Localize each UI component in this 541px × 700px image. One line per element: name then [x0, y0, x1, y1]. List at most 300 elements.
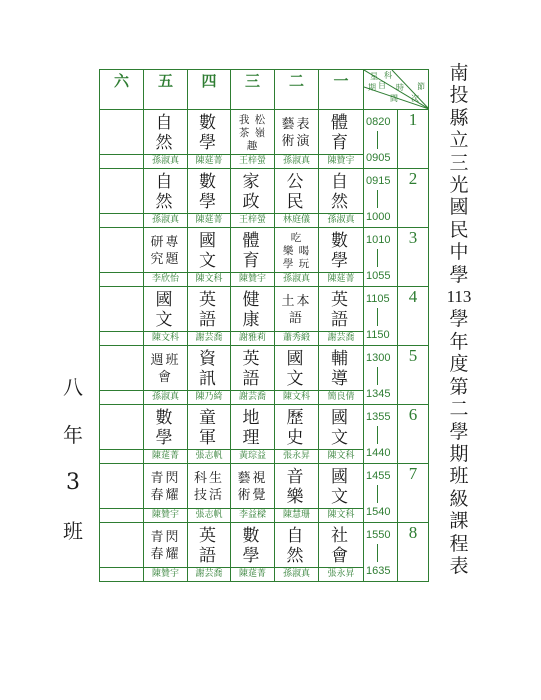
subject-line: 自 — [155, 172, 176, 192]
corner-shi: 時 — [396, 83, 404, 92]
end-time: 1000 — [366, 211, 391, 223]
subject-name — [188, 232, 230, 270]
subject-line: 英 — [242, 349, 263, 369]
subject-line: 藝視 — [237, 471, 268, 486]
teacher-name: 孫淑真 — [275, 567, 318, 581]
class-cell — [100, 228, 144, 287]
subject-line: 語 — [199, 546, 219, 566]
class-cell — [100, 464, 144, 523]
subject-line: 春耀 — [150, 547, 181, 562]
subject-line: 然 — [155, 133, 176, 153]
subject-line: 民 — [286, 192, 307, 212]
subject-name — [275, 527, 318, 565]
period-time — [364, 287, 398, 346]
teacher-name: 陳莚菁 — [319, 272, 363, 286]
start-time: 1550 — [366, 529, 391, 541]
class-cell — [100, 346, 144, 405]
teacher-name: 蕭秀緞 — [275, 331, 318, 345]
time-separator — [377, 308, 378, 326]
time-separator — [377, 426, 378, 444]
period-time — [364, 346, 398, 405]
title-char: 表 — [449, 554, 469, 577]
class-cell — [100, 169, 144, 228]
period-number: 6 — [398, 405, 429, 464]
day-header-mon: 一 — [319, 70, 364, 110]
teacher-name: 張志帆 — [188, 508, 230, 522]
subject-line: 術演 — [281, 134, 312, 149]
teacher-name: 謝雅莉 — [231, 331, 274, 345]
day-header-sat: 六 — [100, 70, 144, 110]
title-char: 二 — [449, 398, 469, 421]
subject-line: 史 — [286, 428, 307, 448]
period-row — [100, 523, 429, 582]
subject-line: 訊 — [199, 369, 219, 389]
timetable — [99, 69, 429, 582]
subject-line: 自 — [155, 113, 176, 133]
title-char: 期 — [449, 442, 469, 465]
period-time — [364, 169, 398, 228]
class-cell — [188, 464, 231, 523]
subject-line: 童 — [199, 408, 219, 428]
class-cell — [231, 523, 275, 582]
subject-line: 術覺 — [237, 488, 268, 503]
subject-line: 樂 喝 — [282, 244, 311, 257]
subject-name — [188, 527, 230, 565]
period-row — [100, 110, 429, 169]
teacher-name: 張永昇 — [319, 567, 363, 581]
subject-line: 政 — [242, 192, 263, 212]
subject-name — [319, 173, 363, 211]
teacher-name — [100, 213, 143, 227]
class-cell — [275, 287, 319, 346]
teacher-name: 謝芸喬 — [188, 567, 230, 581]
subject-line: 然 — [286, 546, 307, 566]
subject-line: 自 — [286, 526, 307, 546]
teacher-name: 李益樑 — [231, 508, 274, 522]
teacher-name: 陳乃綺 — [188, 390, 230, 404]
class-cell — [231, 405, 275, 464]
period-time — [364, 228, 398, 287]
period-row — [100, 228, 429, 287]
title-char: 南 — [449, 62, 469, 84]
class-label-char: 年 — [63, 423, 83, 447]
subject-line: 音 — [286, 467, 307, 487]
corner-ke: 科 — [384, 71, 392, 80]
subject-line: 茶 嶺 — [238, 126, 267, 139]
class-cell — [275, 464, 319, 523]
teacher-name: 陳文科 — [188, 272, 230, 286]
subject-line: 我 松 — [238, 113, 267, 126]
teacher-name: 孫淑真 — [275, 154, 318, 168]
class-cell — [144, 346, 188, 405]
subject-line: 健 — [242, 290, 263, 310]
teacher-name: 陳莚菁 — [188, 213, 230, 227]
teacher-name: 陳贊宇 — [144, 508, 187, 522]
subject-line: 國 — [155, 290, 176, 310]
teacher-name: 簡良倩 — [319, 390, 363, 404]
corner-xing: 星 — [370, 72, 378, 81]
teacher-name: 陳贊宇 — [231, 272, 274, 286]
teacher-name: 陳文科 — [319, 508, 363, 522]
title-char: 光 — [449, 174, 469, 197]
subject-line: 輔 — [331, 349, 351, 369]
title-char: 投 — [449, 84, 469, 107]
class-cell — [275, 405, 319, 464]
period-number: 3 — [398, 228, 429, 287]
subject-line: 科生 — [193, 471, 224, 486]
end-time: 0905 — [366, 152, 391, 164]
teacher-name: 王梓螢 — [231, 213, 274, 227]
teacher-name: 謝芸喬 — [188, 331, 230, 345]
teacher-name: 謝芸喬 — [231, 390, 274, 404]
class-cell — [144, 169, 188, 228]
class-cell — [144, 523, 188, 582]
period-number: 7 — [398, 464, 429, 523]
subject-name — [144, 527, 187, 565]
subject-line: 康 — [242, 310, 263, 330]
teacher-name: 謝芸喬 — [319, 331, 363, 345]
subject-line: 趣 — [246, 139, 259, 152]
subject-line: 數 — [199, 172, 219, 192]
subject-line: 學 — [199, 192, 219, 212]
period-time — [364, 110, 398, 169]
class-cell — [188, 110, 231, 169]
period-time — [364, 405, 398, 464]
class-cell — [231, 346, 275, 405]
title-char: 113 — [446, 287, 472, 307]
subject-line: 會 — [157, 370, 173, 385]
corner-qi: 期 — [368, 83, 376, 92]
class-cell — [275, 110, 319, 169]
end-time: 1150 — [366, 329, 390, 341]
class-cell — [231, 464, 275, 523]
subject-name — [188, 350, 230, 388]
subject-line: 社 — [331, 526, 351, 546]
day-header-tue: 二 — [275, 70, 319, 110]
subject-name — [275, 173, 318, 211]
corner-jie: 節 — [417, 82, 425, 91]
teacher-name: 黃琮益 — [231, 449, 274, 463]
class-cell — [100, 405, 144, 464]
teacher-name: 孫淑真 — [144, 213, 187, 227]
day-header-fri: 五 — [144, 70, 188, 110]
class-cell — [144, 110, 188, 169]
subject-line: 數 — [199, 113, 219, 133]
class-cell — [231, 287, 275, 346]
subject-name — [231, 291, 274, 329]
title-char: 立 — [449, 129, 469, 152]
title-char: 民 — [449, 218, 469, 241]
subject-line: 學 — [242, 546, 263, 566]
subject-name — [275, 350, 318, 388]
class-cell — [100, 287, 144, 346]
teacher-name: 張永昇 — [275, 449, 318, 463]
period-time — [364, 523, 398, 582]
class-cell — [188, 287, 231, 346]
teacher-name: 孫淑真 — [144, 154, 187, 168]
subject-line: 文 — [155, 310, 176, 330]
class-cell — [144, 464, 188, 523]
title-char: 學 — [449, 263, 469, 286]
subject-line: 國 — [286, 349, 307, 369]
subject-name — [319, 527, 363, 565]
subject-line: 語 — [288, 311, 304, 326]
subject-line: 國 — [199, 231, 219, 251]
teacher-name: 孫淑真 — [319, 213, 363, 227]
title-char: 國 — [449, 196, 469, 219]
teacher-name: 陳莚菁 — [231, 567, 274, 581]
period-row — [100, 287, 429, 346]
subject-line: 數 — [155, 408, 176, 428]
title-char: 第 — [449, 375, 469, 398]
class-label-char: 班 — [63, 519, 83, 543]
title-char: 中 — [449, 241, 469, 264]
header-row — [100, 70, 429, 110]
corner-ci: 次 — [411, 94, 419, 103]
subject-line: 語 — [242, 369, 263, 389]
subject-name — [231, 173, 274, 211]
subject-line: 文 — [331, 487, 351, 507]
class-label-char: 八 — [63, 375, 83, 399]
class-label — [58, 377, 88, 569]
title-char: 級 — [449, 487, 469, 510]
teacher-name: 陳莚菁 — [144, 449, 187, 463]
class-cell — [319, 110, 364, 169]
start-time: 1355 — [366, 411, 391, 423]
subject-name — [319, 114, 363, 152]
subject-line: 學 — [199, 133, 219, 153]
subject-line: 樂 — [286, 487, 307, 507]
teacher-name: 孫淑真 — [275, 272, 318, 286]
subject-name — [319, 232, 363, 270]
teacher-name: 陳文科 — [144, 331, 187, 345]
subject-line: 文 — [331, 428, 351, 448]
schedule-title — [446, 62, 472, 577]
subject-name — [319, 468, 363, 506]
start-time: 0915 — [366, 175, 391, 187]
subject-line: 體 — [331, 113, 351, 133]
subject-name — [231, 232, 274, 270]
day-header-wed: 三 — [231, 70, 275, 110]
period-row — [100, 169, 429, 228]
class-cell — [319, 228, 364, 287]
period-number: 1 — [398, 110, 429, 169]
subject-line: 研專 — [150, 235, 181, 250]
subject-line: 國 — [331, 467, 351, 487]
period-row — [100, 405, 429, 464]
time-separator — [377, 544, 378, 562]
subject-line: 技活 — [193, 488, 224, 503]
subject-name — [144, 409, 187, 447]
class-cell — [319, 405, 364, 464]
subject-line: 藝表 — [281, 117, 312, 132]
subject-name — [275, 232, 318, 270]
class-cell — [100, 523, 144, 582]
end-time: 1055 — [366, 270, 391, 282]
subject-name — [188, 173, 230, 211]
teacher-name: 陳慧珊 — [275, 508, 318, 522]
period-time — [364, 464, 398, 523]
subject-line: 英 — [331, 290, 351, 310]
teacher-name — [100, 154, 143, 168]
period-number: 2 — [398, 169, 429, 228]
subject-name — [144, 468, 187, 506]
period-number: 4 — [398, 287, 429, 346]
end-time: 1540 — [366, 506, 391, 518]
teacher-name: 陳文科 — [319, 449, 363, 463]
period-number: 8 — [398, 523, 429, 582]
subject-line: 英 — [199, 526, 219, 546]
end-time: 1345 — [366, 388, 391, 400]
class-cell — [275, 523, 319, 582]
subject-line: 土本 — [281, 294, 312, 309]
corner-jian: 間 — [390, 94, 398, 103]
subject-line: 吃 — [290, 231, 303, 244]
subject-line: 英 — [199, 290, 219, 310]
subject-line: 自 — [331, 172, 351, 192]
corner-mu: 目 — [378, 81, 386, 90]
subject-line: 家 — [242, 172, 263, 192]
subject-line: 文 — [286, 369, 307, 389]
title-char: 度 — [449, 353, 469, 376]
subject-name — [231, 350, 274, 388]
title-char: 學 — [449, 308, 469, 331]
title-char: 縣 — [449, 106, 469, 129]
subject-name — [231, 114, 274, 152]
subject-line: 國 — [331, 408, 351, 428]
subject-line: 學 玩 — [282, 257, 311, 270]
teacher-name — [100, 331, 143, 345]
subject-name — [188, 409, 230, 447]
title-char: 程 — [449, 532, 469, 555]
subject-name — [144, 291, 187, 329]
subject-line: 文 — [199, 251, 219, 271]
subject-name — [231, 468, 274, 506]
subject-line: 育 — [242, 251, 263, 271]
subject-line: 軍 — [199, 428, 219, 448]
subject-line: 青閃 — [150, 530, 181, 545]
subject-line: 學 — [331, 251, 351, 271]
subject-line: 數 — [242, 526, 263, 546]
start-time: 1105 — [366, 293, 390, 305]
start-time: 1455 — [366, 470, 391, 482]
day-header-thu: 四 — [188, 70, 231, 110]
teacher-name — [100, 272, 143, 286]
title-char: 班 — [449, 465, 469, 488]
class-label-char: 3 — [66, 470, 80, 495]
teacher-name: 李欣怡 — [144, 272, 187, 286]
teacher-name: 林庭儀 — [275, 213, 318, 227]
subject-name — [188, 114, 230, 152]
corner-header — [364, 70, 429, 110]
subject-line: 公 — [286, 172, 307, 192]
subject-line: 青閃 — [150, 471, 181, 486]
teacher-name: 陳贊宇 — [144, 567, 187, 581]
class-cell — [275, 228, 319, 287]
class-cell — [319, 346, 364, 405]
teacher-name: 孫淑真 — [144, 390, 187, 404]
class-cell — [188, 169, 231, 228]
class-cell — [144, 405, 188, 464]
subject-name — [275, 409, 318, 447]
subject-line: 週班 — [150, 353, 181, 368]
subject-line: 理 — [242, 428, 263, 448]
class-cell — [231, 169, 275, 228]
teacher-name — [100, 390, 143, 404]
class-cell — [100, 110, 144, 169]
period-row — [100, 464, 429, 523]
teacher-name: 陳文科 — [275, 390, 318, 404]
period-row — [100, 346, 429, 405]
subject-line: 導 — [331, 369, 351, 389]
start-time: 1010 — [366, 234, 391, 246]
end-time: 1440 — [366, 447, 391, 459]
class-cell — [319, 287, 364, 346]
class-cell — [188, 228, 231, 287]
class-cell — [144, 287, 188, 346]
class-cell — [231, 110, 275, 169]
class-cell — [188, 346, 231, 405]
teacher-name: 張志帆 — [188, 449, 230, 463]
subject-name — [144, 350, 187, 388]
subject-line: 然 — [331, 192, 351, 212]
class-cell — [275, 169, 319, 228]
start-time: 0820 — [366, 116, 391, 128]
subject-line: 資 — [199, 349, 219, 369]
subject-name — [188, 468, 230, 506]
teacher-name — [100, 449, 143, 463]
class-cell — [188, 405, 231, 464]
subject-line: 體 — [242, 231, 263, 251]
class-cell — [319, 464, 364, 523]
subject-name — [144, 173, 187, 211]
subject-name — [231, 527, 274, 565]
subject-name — [231, 409, 274, 447]
subject-name — [144, 232, 187, 270]
subject-line: 語 — [331, 310, 351, 330]
subject-name — [275, 291, 318, 329]
class-cell — [319, 523, 364, 582]
teacher-name — [100, 508, 143, 522]
time-separator — [377, 485, 378, 503]
subject-line: 究題 — [150, 252, 181, 267]
start-time: 1300 — [366, 352, 391, 364]
subject-name — [319, 291, 363, 329]
teacher-name: 陳莚菁 — [188, 154, 230, 168]
title-char: 學 — [449, 420, 469, 443]
class-cell — [231, 228, 275, 287]
subject-line: 數 — [331, 231, 351, 251]
subject-line: 育 — [331, 133, 351, 153]
subject-line: 會 — [331, 546, 351, 566]
subject-name — [275, 468, 318, 506]
time-separator — [377, 367, 378, 385]
subject-name — [188, 291, 230, 329]
teacher-name — [100, 567, 143, 581]
subject-name — [319, 350, 363, 388]
class-cell — [319, 169, 364, 228]
title-char: 課 — [449, 510, 469, 533]
subject-name — [319, 409, 363, 447]
subject-name — [144, 114, 187, 152]
class-cell — [144, 228, 188, 287]
period-number: 5 — [398, 346, 429, 405]
subject-name — [275, 114, 318, 152]
subject-line: 春耀 — [150, 488, 181, 503]
teacher-name: 王梓螢 — [231, 154, 274, 168]
subject-line: 然 — [155, 192, 176, 212]
subject-line: 地 — [242, 408, 263, 428]
